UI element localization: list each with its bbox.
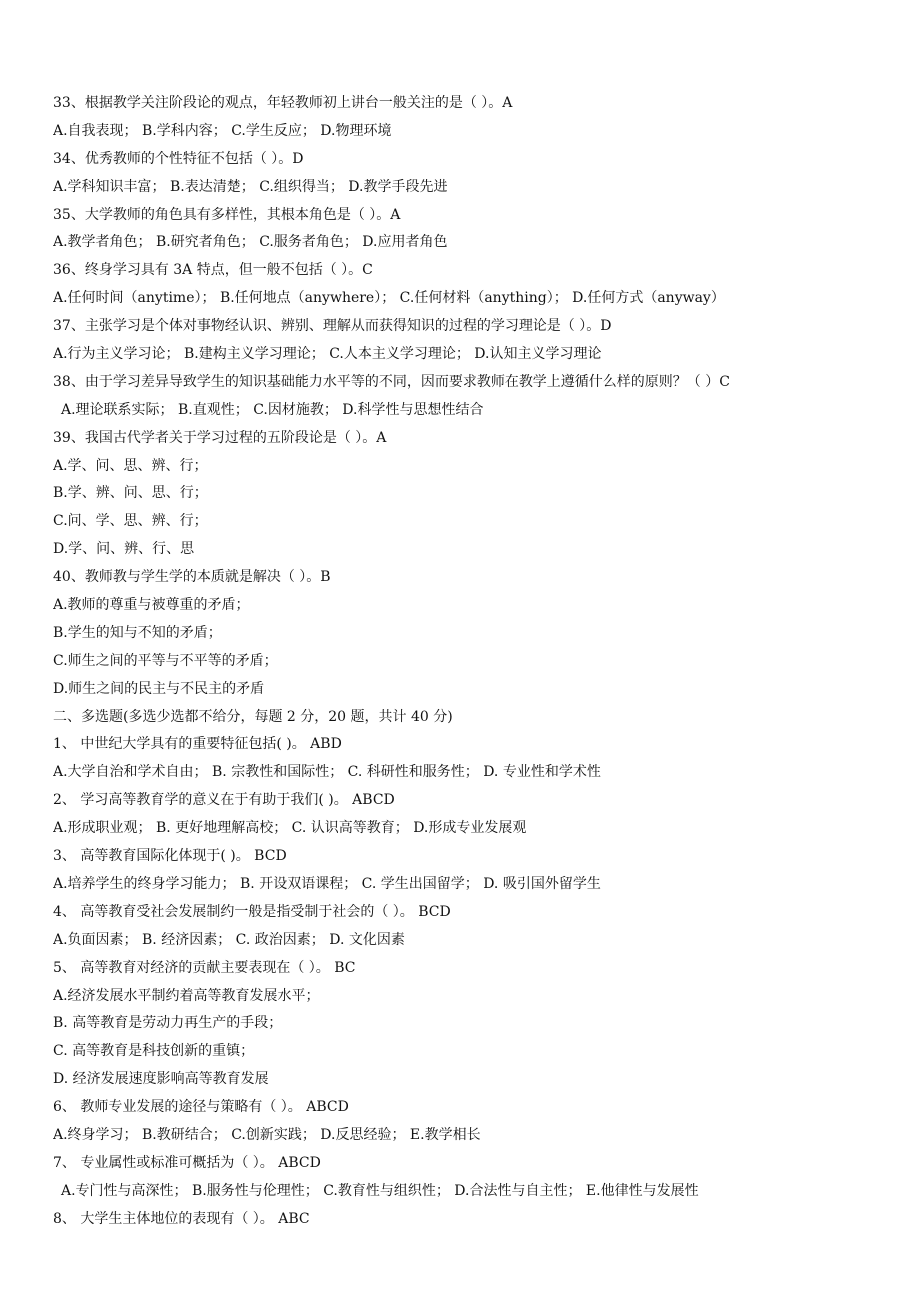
- text-line: 36、终身学习具有 3A 特点，但一般不包括（ ）。C: [53, 262, 373, 279]
- text-line: 8、 大学生主体地位的表现有（ ）。 ABC: [53, 1210, 310, 1227]
- text-line: A.专门性与高深性； B.服务性与伦理性； C.教育性与组织性； D.合法性与自主性； E.他律性与发展性: [61, 1182, 699, 1199]
- text-line: 40、教师教与学生学的本质就是解决（ ）。B: [53, 569, 331, 586]
- text-line: 38、由于学习差异导致学生的知识基础能力水平等的不同，因而要求教师在教学上遵循什么样的原则？（ ）C: [53, 373, 730, 390]
- text-line: 34、优秀教师的个性特征不包括（ ）。D: [53, 150, 304, 167]
- text-line: D. 经济发展速度影响高等教育发展: [53, 1071, 269, 1088]
- text-line: A.学科知识丰富； B.表达清楚； C.组织得当； D.教学手段先进: [53, 178, 448, 195]
- text-line: 2、 学习高等教育学的意义在于有助于我们( )。 ABCD: [53, 792, 395, 809]
- text-line: 35、大学教师的角色具有多样性，其根本角色是（ ）。A: [53, 206, 401, 223]
- text-line: B. 高等教育是劳动力再生产的手段；: [53, 1015, 283, 1032]
- text-line: 3、 高等教育国际化体现于( )。 BCD: [53, 848, 287, 865]
- text-line: 39、我国古代学者关于学习过程的五阶段论是（ ）。A: [53, 429, 387, 446]
- text-line: D.学、问、辨、行、思: [53, 541, 195, 558]
- text-line: A.终身学习； B.教研结合； C.创新实践； D.反思经验； E.教学相长: [53, 1126, 481, 1143]
- text-line: 7、 专业属性或标准可概括为（ ）。 ABCD: [53, 1154, 321, 1171]
- text-line: A.教师的尊重与被尊重的矛盾；: [53, 597, 250, 614]
- text-line: 4、 高等教育受社会发展制约一般是指受制于社会的（ ）。 BCD: [53, 903, 451, 920]
- text-line: A.培养学生的终身学习能力； B. 开设双语课程； C. 学生出国留学； D. 吸引国外留学生: [53, 875, 601, 892]
- text-line: A.行为主义学习论； B.建构主义学习理论； C.人本主义学习理论； D.认知主义学习理论: [53, 346, 602, 363]
- text-line: 6、 教师专业发展的途径与策略有（ ）。 ABCD: [53, 1099, 349, 1116]
- text-line: 1、 中世纪大学具有的重要特征包括( )。 ABD: [53, 736, 342, 753]
- document-page: [53, 90, 893, 1234]
- text-line: A.自我表现； B.学科内容； C.学生反应； D.物理环境: [53, 122, 392, 139]
- text-line: A.学、问、思、辨、行；: [53, 457, 208, 474]
- text-line: 33、根据教学关注阶段论的观点，年轻教师初上讲台一般关注的是（ ）。A: [53, 95, 513, 111]
- text-line: A.理论联系实际； B.直观性； C.因材施教； D.科学性与思想性结合: [61, 401, 484, 418]
- text-line: A.负面因素； B. 经济因素； C. 政治因素； D. 文化因素: [53, 931, 405, 948]
- text-line: A.教学者角色； B.研究者角色； C.服务者角色； D.应用者角色: [53, 234, 448, 251]
- text-line: A.经济发展水平制约着高等教育发展水平；: [53, 987, 320, 1004]
- text-line: 5、 高等教育对经济的贡献主要表现在（ ）。 BC: [53, 959, 356, 976]
- text-line: 二、多选题(多选少选都不给分，每题 2 分，20 题，共计 40 分): [53, 708, 453, 725]
- text-line: A.形成职业观； B. 更好地理解高校； C. 认识高等教育； D.形成专业发展观: [53, 820, 527, 837]
- text-line: A.任何时间（anytime）； B.任何地点（anywhere）； C.任何材料（anything）； D.任何方式（anyway）: [53, 290, 725, 307]
- text-line: D.师生之间的民主与不民主的矛盾: [53, 680, 265, 697]
- text-line: B.学、辨、问、思、行；: [53, 485, 208, 502]
- text-line: 37、主张学习是个体对事物经认识、辨别、理解从而获得知识的过程的学习理论是（ ）。D: [53, 318, 612, 335]
- text-line: C.师生之间的平等与不平等的矛盾；: [53, 652, 278, 669]
- text-line: C. 高等教育是科技创新的重镇；: [53, 1043, 255, 1060]
- text-line: A.大学自治和学术自由； B. 宗教性和国际性； C. 科研性和服务性； D. 专业性和学术性: [53, 764, 601, 781]
- text-line: B.学生的知与不知的矛盾；: [53, 624, 222, 641]
- text-line: C.问、学、思、辨、行；: [53, 513, 208, 530]
